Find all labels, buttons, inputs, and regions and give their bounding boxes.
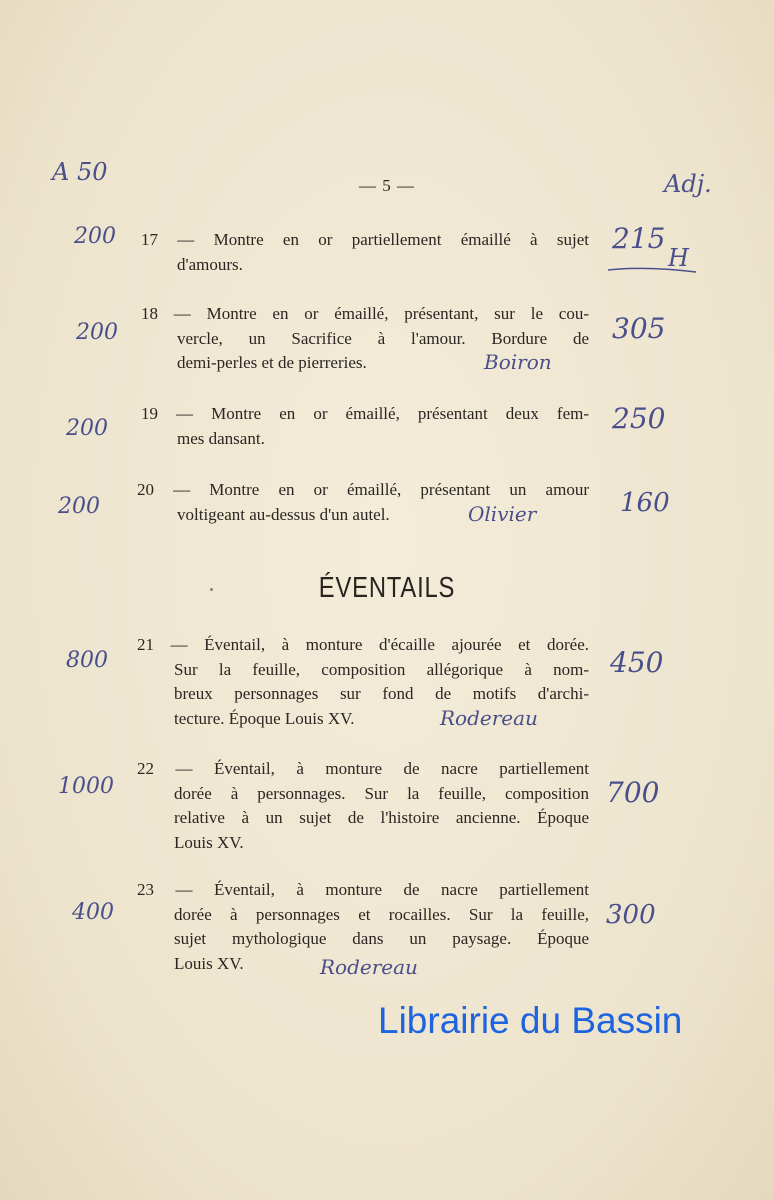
lot-line: dorée à personnages et rocailles. Sur la feuille, [174,904,589,924]
watermark: Librairie du Bassin [378,1000,683,1041]
lot-line: 21 — Éventail, à monture d'écaille ajourée et dorée. [137,635,589,654]
price-21: 450 [610,646,664,679]
lot-line: tecture. Époque Louis XV. [174,708,355,728]
estimate-23: 400 [72,900,114,925]
lot-line: 22 — Éventail, à monture de nacre partiellement [137,759,589,778]
lot-line: voltigeant au-dessus d'un autel. [177,504,390,524]
corner-note-left: A 50 [52,158,108,186]
lot-line: 18 — Montre en or émaillé, présentant, sur le cou- [141,304,589,323]
price-22: 700 [606,776,660,809]
buyer-18: Boiron [484,350,552,374]
price-underline-17 [606,262,700,278]
lot-line: Sur la feuille, composition allégorique à nom- [174,659,589,679]
buyer-23: Rodereau [320,955,418,979]
lot-line: 17 — Montre en or partiellement émaillé à sujet [141,230,589,249]
lot-line: 19 — Montre en or émaillé, présentant deux fem- [141,404,589,423]
lot-line: demi-perles et de pierreries. [177,353,367,372]
price-17: 215 [612,222,666,255]
estimate-22: 1000 [58,774,114,799]
estimate-17: 200 [74,224,116,249]
lot-line: Louis XV. [174,953,244,973]
estimate-20: 200 [58,494,100,519]
lot-line: 20 — Montre en or émaillé, présentant un amour [137,480,589,499]
section-heading: ÉVENTAILS [318,572,456,604]
price-18: 305 [612,312,666,345]
estimate-21: 800 [66,648,108,673]
lot-line: Louis XV. [174,832,244,852]
lot-17 [141,228,589,277]
lot-line: dorée à personnages. Sur la feuille, composition [174,783,589,803]
buyer-20: Olivier [468,502,537,526]
lot-line: mes dansant. [177,428,265,448]
lot-line: d'amours. [177,254,243,274]
price-19: 250 [612,402,666,435]
lot-19 [141,402,589,451]
lot-line: sujet mythologique dans un paysage. Époque [174,929,589,948]
lot-line: breux personnages sur fond de motifs d'archi- [174,684,589,703]
price-23: 300 [606,900,656,930]
price-20: 160 [620,488,670,518]
lot-line: 23 — Éventail, à monture de nacre partiellement [137,880,589,899]
lot-line: relative à un sujet de l'histoire ancienne. Époque [174,808,589,827]
lot-22 [137,757,589,855]
corner-note-right: Adj. [664,170,712,198]
estimate-18: 200 [76,320,118,345]
page-number: — 5 — [359,176,415,195]
buyer-21: Rodereau [440,706,538,730]
estimate-19: 200 [66,416,108,441]
lot-line: vercle, un Sacrifice à l'amour. Bordure de [177,328,589,348]
buyer-mark-17: H [668,244,689,272]
